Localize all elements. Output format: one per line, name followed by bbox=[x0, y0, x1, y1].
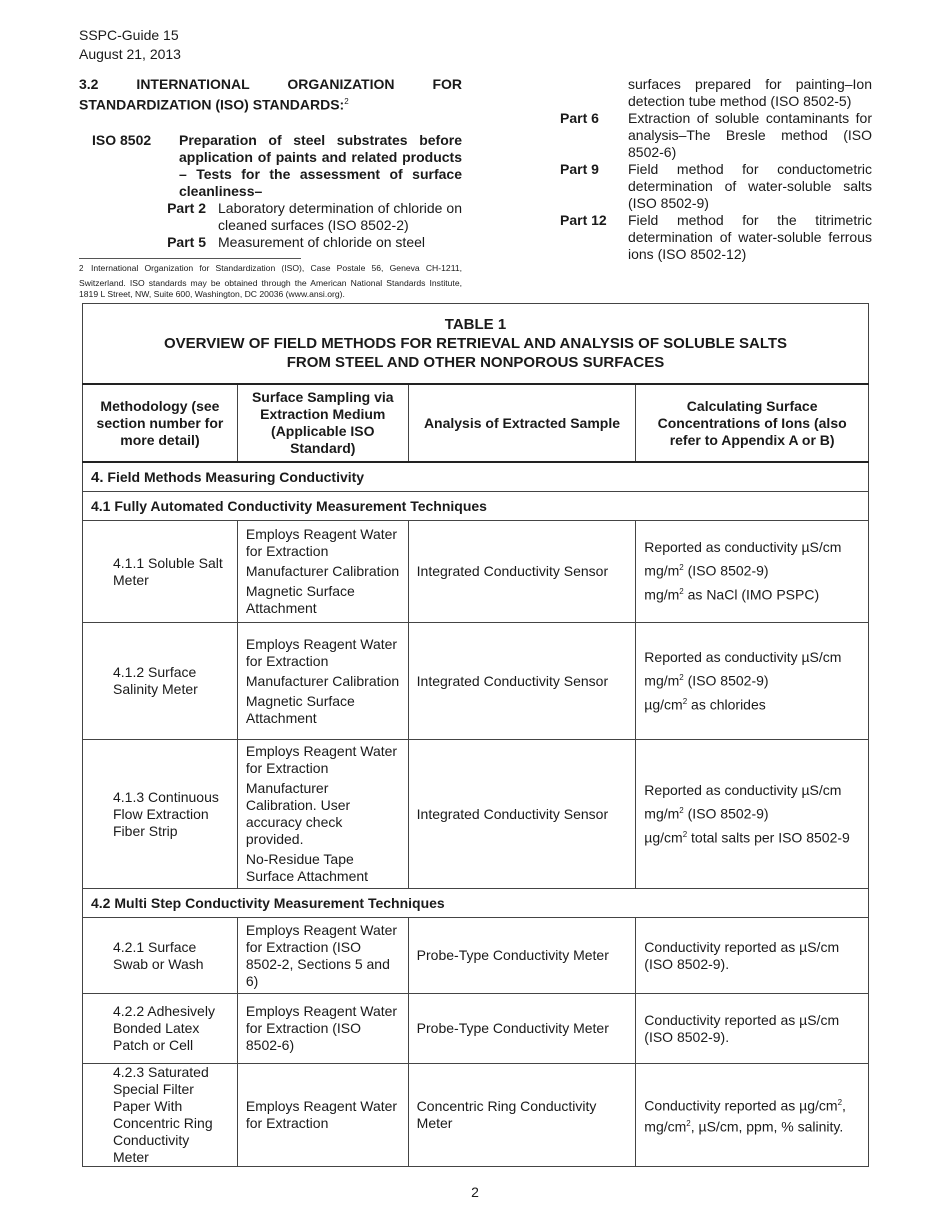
table-title-line: FROM STEEL AND OTHER NONPOROUS SURFACES bbox=[286, 354, 665, 371]
part-label: Part 9 bbox=[560, 161, 599, 177]
analysis-cell: Integrated Conductivity Sensor bbox=[408, 623, 636, 740]
sampling-cell: Employs Reagent Water for Extraction (ISO 8502-6) bbox=[237, 994, 408, 1064]
sampling-cell: Employs Reagent Water for Extraction Manufacturer Calibration. User accuracy check provided. No-Residue Tape Surface Attachment bbox=[237, 740, 408, 889]
method-cell: 4.1.3 Continuous Flow Extraction Fiber Strip bbox=[83, 740, 238, 889]
method-cell: 4.2.1 Surface Swab or Wash bbox=[83, 918, 238, 994]
iso-standard-title bbox=[79, 132, 462, 200]
calculation-cell: Reported as conductivity µS/cm $mg/m^2$ (ISO 8502-9) $mg/m^2$ as NaCl (IMO PSPC) bbox=[636, 521, 869, 623]
table-header-row bbox=[83, 384, 869, 462]
doc-date: August 21, 2013 bbox=[79, 46, 181, 62]
section-title: Field Methods Measuring Conductivity bbox=[107, 468, 365, 485]
table-label: TABLE 1 bbox=[444, 316, 507, 333]
part-text: Extraction of soluble contaminants for analysis–The Bresle method (ISO 8502-6) bbox=[628, 110, 872, 160]
running-header bbox=[79, 26, 181, 64]
table-row bbox=[83, 623, 869, 740]
table-row bbox=[83, 740, 869, 889]
table-row bbox=[83, 994, 869, 1064]
iso-part bbox=[79, 200, 462, 234]
calculation-cell: Conductivity reported as µS/cm (ISO 8502-9). bbox=[636, 918, 869, 994]
sampling-cell: Employs Reagent Water for Extraction (ISO 8502-2, Sections 5 and 6) bbox=[237, 918, 408, 994]
column-header: Analysis of Extracted Sample bbox=[408, 384, 636, 462]
analysis-cell: Probe-Type Conductivity Meter bbox=[408, 918, 636, 994]
left-column bbox=[79, 76, 462, 251]
method-cell: 4.2.2 Adhesively Bonded Latex Patch or Cell bbox=[83, 994, 238, 1064]
sampling-cell: Employs Reagent Water for Extraction bbox=[237, 1064, 408, 1167]
calculation-cell: Reported as conductivity µS/cm $mg/m^2$ (ISO 8502-9) $\mu g/cm^2$ total salts per ISO 8502-9 bbox=[636, 740, 869, 889]
footnote-number: 2 bbox=[79, 264, 84, 273]
part-text: Field method for the titrimetric determination of water-soluble ferrous ions (ISO 8502-12) bbox=[628, 212, 872, 262]
table-row bbox=[83, 521, 869, 623]
iso-title: Preparation of steel substrates before application of paints and related products – Tests for the assessment of surface cleanliness– bbox=[179, 131, 462, 199]
iso-part-continued bbox=[560, 76, 872, 110]
part-text: surfaces prepared for painting–Ion detection tube method (ISO 8502-5) bbox=[628, 76, 872, 109]
iso-number: ISO 8502 bbox=[92, 131, 152, 148]
section-row bbox=[83, 889, 869, 918]
calculation-cell: Reported as conductivity µS/cm $mg/m^2$ (ISO 8502-9) $\mu g/cm^2$ as chlorides bbox=[636, 623, 869, 740]
footnote-ref: 2 bbox=[344, 97, 349, 106]
section-row bbox=[83, 492, 869, 521]
part-label: Part 6 bbox=[560, 110, 599, 126]
sampling-cell: Employs Reagent Water for Extraction Manufacturer Calibration Magnetic Surface Attachment bbox=[237, 521, 408, 623]
part-text: Laboratory determination of chloride on cleaned surfaces (ISO 8502-2) bbox=[218, 199, 462, 233]
part-label: Part 2 bbox=[167, 199, 206, 216]
iso-part bbox=[79, 234, 462, 251]
footnote bbox=[79, 263, 462, 300]
sampling-cell: Employs Reagent Water for Extraction Manufacturer Calibration Magnetic Surface Attachment bbox=[237, 623, 408, 740]
part-text: Measurement of chloride on steel bbox=[218, 233, 425, 250]
table-row bbox=[83, 918, 869, 994]
part-text: Field method for conductometric determination of water-soluble salts (ISO 8502-9) bbox=[628, 161, 872, 211]
right-column bbox=[560, 76, 872, 263]
doc-id: SSPC-Guide 15 bbox=[79, 27, 179, 43]
method-cell: 4.1.2 Surface Salinity Meter bbox=[83, 623, 238, 740]
analysis-cell: Integrated Conductivity Sensor bbox=[408, 740, 636, 889]
section-title: 4.1 Fully Automated Conductivity Measurement Techniques bbox=[83, 492, 869, 521]
part-label: Part 5 bbox=[167, 233, 206, 250]
iso-part bbox=[560, 161, 872, 212]
table-row bbox=[83, 1064, 869, 1167]
method-cell: 4.1.1 Soluble Salt Meter bbox=[83, 521, 238, 623]
table-1 bbox=[82, 303, 869, 1167]
table-title-line: OVERVIEW OF FIELD METHODS FOR RETRIEVAL AND ANALYSIS OF SOLUBLE SALTS bbox=[163, 335, 788, 352]
calculation-cell: Conductivity reported as $\mu g/cm^2$, $mg/cm^2$, µS/cm, ppm, % salinity. bbox=[636, 1064, 869, 1167]
page-number: 2 bbox=[471, 1184, 479, 1200]
section-row bbox=[83, 462, 869, 492]
column-header: Surface Sampling via Extraction Medium (Applicable ISO Standard) bbox=[237, 384, 408, 462]
iso-part bbox=[560, 212, 872, 263]
iso-part bbox=[560, 110, 872, 161]
analysis-cell: Integrated Conductivity Sensor bbox=[408, 521, 636, 623]
analysis-cell: Concentric Ring Conductivity Meter bbox=[408, 1064, 636, 1167]
analysis-cell: Probe-Type Conductivity Meter bbox=[408, 994, 636, 1064]
section-number: 4. bbox=[91, 468, 104, 486]
method-cell: 4.2.3 Saturated Special Filter Paper With Concentric Ring Conductivity Meter bbox=[83, 1064, 238, 1167]
column-header: Methodology (see section number for more detail) bbox=[83, 384, 238, 462]
section-title: 4.2 Multi Step Conductivity Measurement Techniques bbox=[83, 889, 869, 918]
part-label: Part 12 bbox=[560, 212, 607, 228]
calculation-cell: Conductivity reported as µS/cm (ISO 8502-9). bbox=[636, 994, 869, 1064]
footnote-text: International Organization for Standardization (ISO), Case Postale 56, Geneva CH-1211, Switzerland. ISO standards may be obtained through the American National Standards Institute, 1819 L Street, NW, Suite 600, Washington, DC 20036 (www.ansi.org). bbox=[79, 263, 462, 299]
column-header: Calculating Surface Concentrations of Ions (also refer to Appendix A or B) bbox=[636, 384, 869, 462]
table-title bbox=[83, 304, 869, 385]
footnote-divider bbox=[79, 258, 301, 259]
section-heading: 3.2 INTERNATIONAL ORGANIZATION FOR STANDARDIZATION (ISO) STANDARDS:$^2$ bbox=[79, 76, 462, 113]
